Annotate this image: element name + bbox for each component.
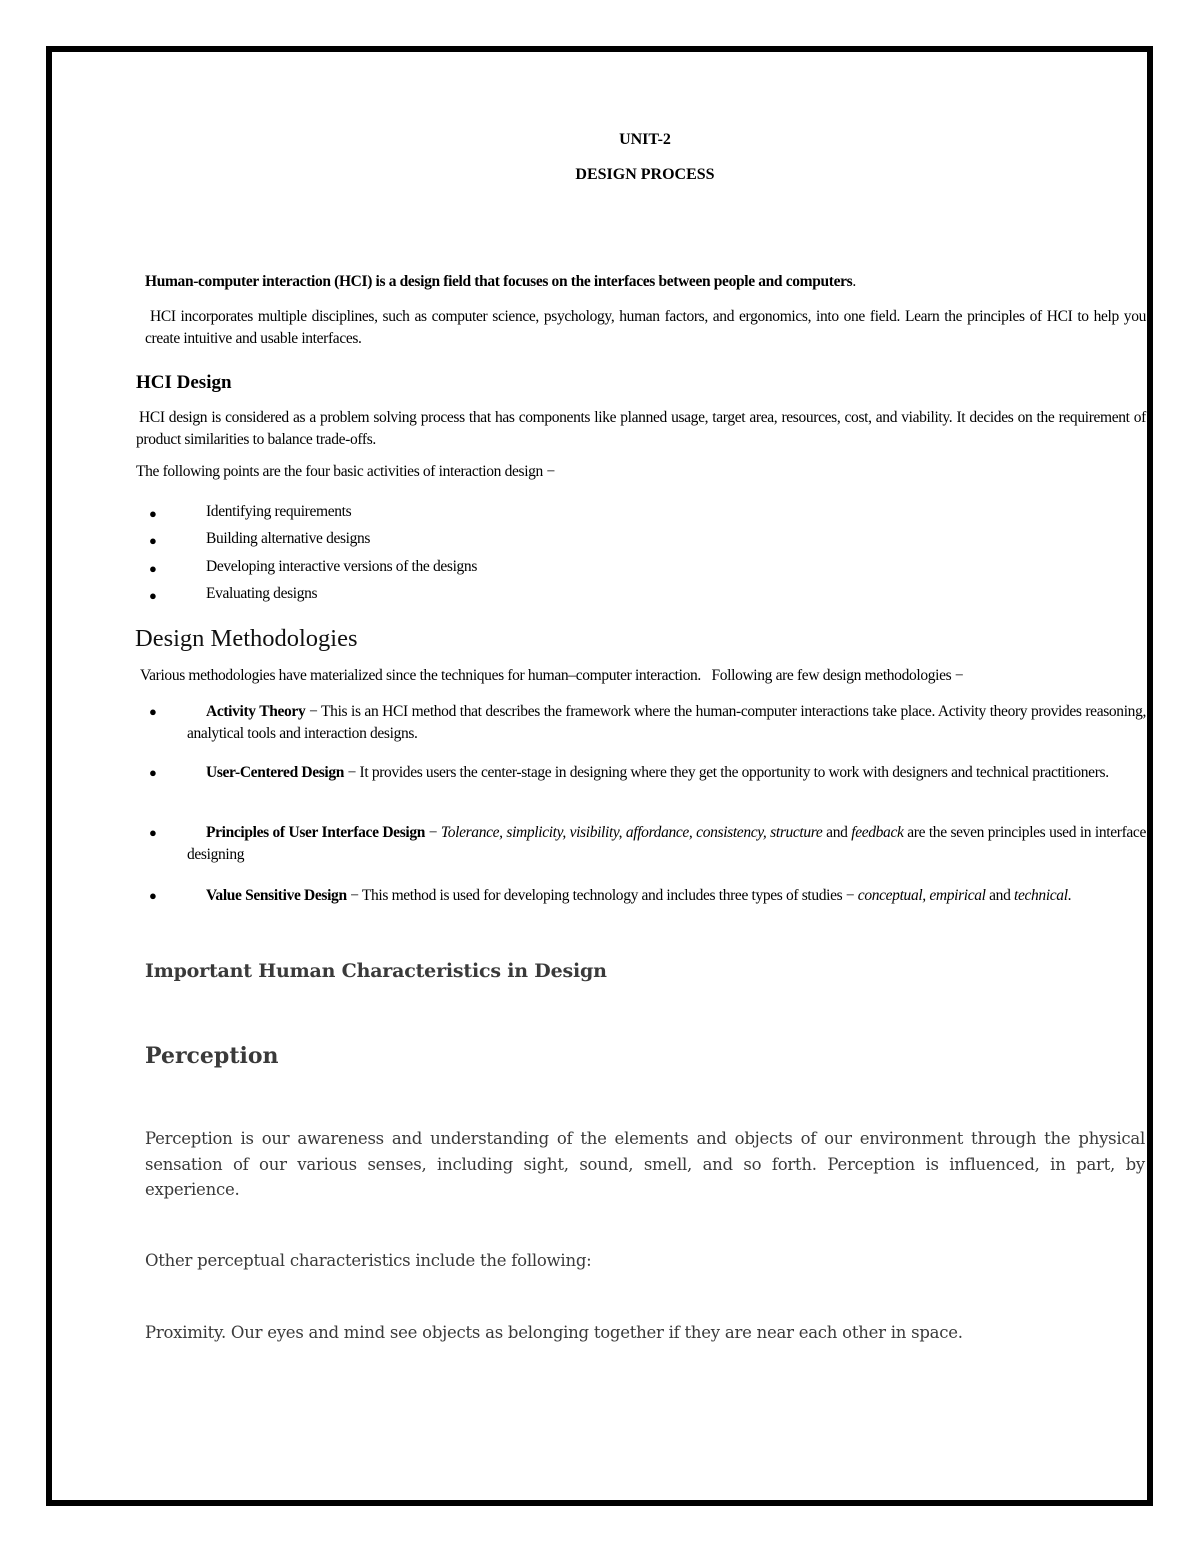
bullet-icon: ● — [149, 825, 157, 840]
methodology-value-sensitive: Value Sensitive Design − This method is used for developing technology and includes three types of studies − conceptual, empirical and technical. — [206, 887, 1072, 904]
hci-design-heading: HCI Design — [136, 372, 232, 393]
bullet-icon: ● — [149, 704, 157, 719]
list-item: Identifying requirements — [206, 503, 352, 520]
page-title: DESIGN PROCESS — [575, 166, 715, 183]
bullet-icon: ● — [149, 561, 157, 576]
perception-other: Other perceptual characteristics include the following: — [145, 1251, 592, 1270]
methodologies-intro: Various methodologies have materialized since the techniques for human–computer interaction. Following are few design methodologies − — [140, 667, 964, 684]
methodology-user-centered: User-Centered Design − It provides users the center-stage in designing where they get the opportunity to work with designers and technical practitioners. — [206, 764, 1109, 781]
bullet-icon: ● — [149, 506, 157, 521]
characteristics-heading: Important Human Characteristics in Design — [145, 960, 607, 982]
perception-body: Perception is our awareness and understanding of the elements and objects of our environment through the physical sensation of our various senses, including sight, sound, smell, and so forth. Perception is influenced, in part, by experience. — [145, 1129, 1145, 1199]
intro-body: HCI incorporates multiple disciplines, such as computer science, psychology, human factors, and ergonomics, into one field. Learn the principles of HCI to help you create intuitive and usable interfaces. — [145, 308, 1146, 347]
bullet-icon: ● — [149, 765, 157, 780]
bullet-icon: ● — [149, 588, 157, 603]
methodology-activity-theory: Activity Theory − This is an HCI method that describes the framework where the human-computer interactions take place. Activity theory provides reasoning, analytical tools and interaction designs. — [187, 703, 1146, 742]
activities-intro: The following points are the four basic activities of interaction design − — [136, 463, 555, 480]
unit-label: UNIT-2 — [619, 131, 671, 148]
bullet-icon: ● — [149, 888, 157, 903]
bullet-icon: ● — [149, 533, 157, 548]
methodologies-heading: Design Methodologies — [135, 625, 358, 652]
hci-design-body: HCI design is considered as a problem solving process that has components like planned usage, target area, resources, cost, and viability. It decides on the requirement of product similarities to balance trade-offs. — [136, 409, 1146, 448]
methodology-ui-principles: Principles of User Interface Design − Tolerance, simplicity, visibility, affordance, consistency, structure and feedback are the seven principles used in interface designing — [187, 824, 1146, 863]
list-item: Developing interactive versions of the designs — [206, 558, 478, 575]
perception-heading: Perception — [145, 1043, 279, 1069]
list-item: Evaluating designs — [206, 585, 318, 602]
intro-lead: Human-computer interaction (HCI) is a design field that focuses on the interfaces between people and computers. — [145, 273, 856, 290]
perception-proximity: Proximity. Our eyes and mind see objects as belonging together if they are near each other in space. — [145, 1323, 963, 1342]
list-item: Building alternative designs — [206, 530, 371, 547]
